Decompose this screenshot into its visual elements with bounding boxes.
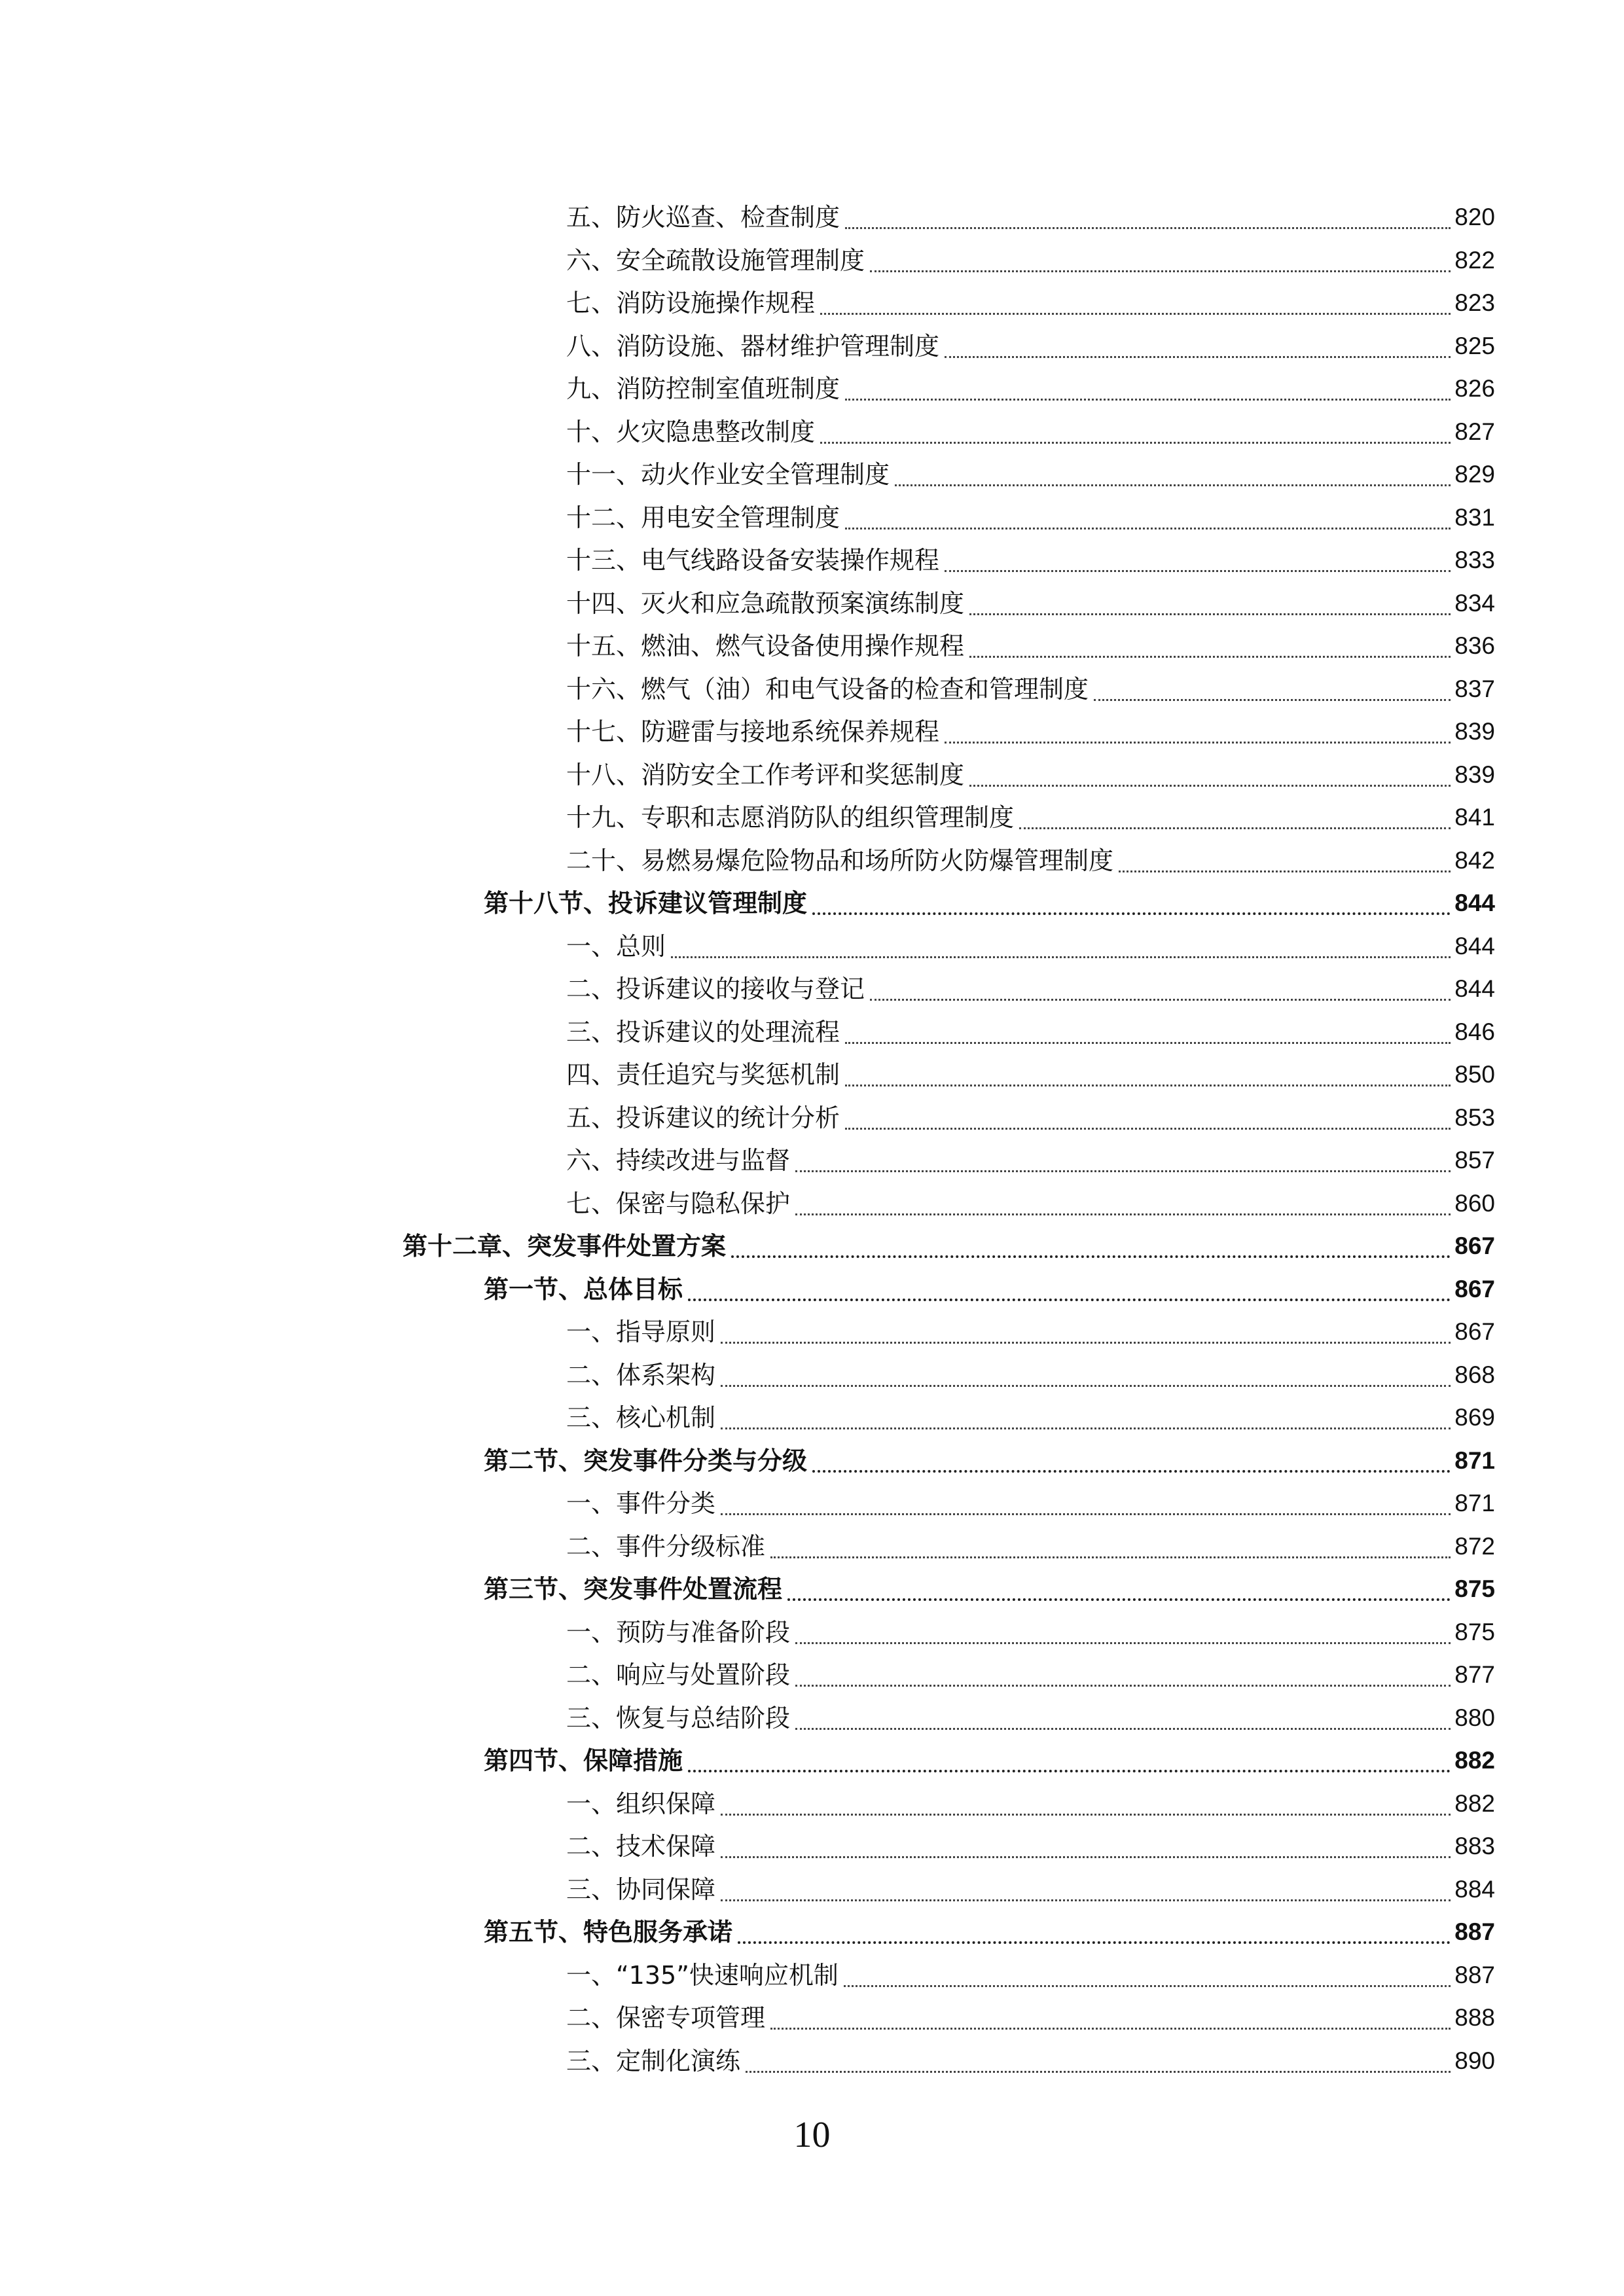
toc-entry-page-number: 887 [1454,1962,1495,1988]
toc-entry-page-number: 839 [1454,718,1495,745]
toc-dot-leader [845,399,1451,401]
toc-entry-page-number: 867 [1454,1276,1495,1302]
toc-subsection-entry[interactable] [566,325,1495,367]
toc-entry-page-number: 880 [1454,1704,1495,1731]
toc-entry-title: 一、“135”快速响应机制 [566,1961,839,1990]
page-number: 10 [793,2115,831,2155]
toc-dot-leader [721,1856,1451,1858]
toc-entry-title: 十、火灾隐患整改制度 [566,418,816,446]
toc-dot-leader [844,1985,1451,1987]
toc-section-entry[interactable] [484,1568,1495,1610]
toc-entry-page-number: 846 [1454,1018,1495,1045]
toc-subsection-entry[interactable] [566,454,1495,495]
toc-entry-title: 二、投诉建议的接收与登记 [566,975,865,1003]
toc-entry-page-number: 844 [1454,933,1495,960]
toc-entry-title: 九、消防控制室值班制度 [566,374,840,403]
toc-dot-leader [820,442,1451,444]
toc-entry-title: 五、投诉建议的统计分析 [566,1103,840,1132]
toc-dot-leader [795,1213,1451,1215]
toc-entry-page-number: 827 [1454,418,1495,445]
toc-subsection-entry[interactable] [566,1011,1495,1053]
toc-dot-leader [688,1770,1451,1772]
toc-subsection-entry[interactable] [566,497,1495,539]
toc-entry-title: 十九、专职和志愿消防队的组织管理制度 [566,803,1015,832]
toc-entry-page-number: 888 [1454,2004,1495,2031]
toc-section-entry[interactable] [484,1440,1495,1482]
toc-entry-page-number: 826 [1454,375,1495,402]
toc-entry-title: 三、定制化演练 [566,2047,741,2075]
toc-dot-leader [969,785,1451,787]
toc-dot-leader [870,270,1451,272]
toc-subsection-entry[interactable] [566,411,1495,453]
toc-dot-leader [787,1598,1451,1601]
toc-dot-leader [812,912,1451,915]
toc-dot-leader [721,1899,1451,1901]
toc-dot-leader [845,528,1451,529]
toc-dot-leader [845,1085,1451,1086]
toc-entry-title: 五、防火巡查、检查制度 [566,203,840,232]
toc-subsection-entry[interactable] [566,1526,1495,1568]
toc-section-entry[interactable] [484,1911,1495,1953]
toc-subsection-entry[interactable] [566,1097,1495,1139]
toc-entry-title: 一、指导原则 [566,1318,716,1346]
toc-subsection-entry[interactable] [566,625,1495,667]
toc-subsection-entry[interactable] [566,240,1495,281]
toc-dot-leader [969,613,1451,615]
toc-entry-page-number: 823 [1454,289,1495,316]
toc-entry-title: 八、消防设施、器材维护管理制度 [566,332,940,361]
toc-entry-title: 三、投诉建议的处理流程 [566,1018,840,1047]
toc-entry-page-number: 841 [1454,804,1495,831]
toc-subsection-entry[interactable] [566,668,1495,710]
toc-entry-title: 十三、电气线路设备安装操作规程 [566,546,940,575]
toc-entry-title: 二、事件分级标准 [566,1532,766,1561]
toc-entry-page-number: 839 [1454,761,1495,788]
toc-subsection-entry[interactable] [566,1869,1495,1910]
toc-entry-title: 十七、防避雷与接地系统保养规程 [566,717,940,746]
toc-entry-page-number: 857 [1454,1147,1495,1174]
toc-dot-leader [738,1941,1451,1944]
toc-entry-title: 二、技术保障 [566,1832,716,1861]
toc-dot-leader [812,1470,1451,1473]
toc-entry-page-number: 882 [1454,1790,1495,1817]
toc-entry-title: 第十八节、投诉建议管理制度 [484,889,808,918]
toc-entry-page-number: 831 [1454,504,1495,531]
toc-subsection-entry[interactable] [566,925,1495,967]
toc-entry-page-number: 871 [1454,1447,1495,1474]
toc-subsection-entry[interactable] [566,1783,1495,1825]
toc-entry-title: 一、总则 [566,932,666,961]
toc-dot-leader [945,742,1451,744]
toc-chapter-entry[interactable] [403,1225,1495,1267]
toc-dot-leader [1119,870,1451,872]
toc-entry-page-number: 877 [1454,1661,1495,1688]
toc-entry-title: 七、消防设施操作规程 [566,289,816,317]
toc-dot-leader [820,313,1451,315]
toc-entry-page-number: 820 [1454,204,1495,230]
toc-entry-title: 二、响应与处置阶段 [566,1660,791,1689]
toc-subsection-entry[interactable] [566,1697,1495,1739]
toc-dot-leader [688,1299,1451,1301]
toc-dot-leader [845,1128,1451,1130]
toc-subsection-entry[interactable] [566,1139,1495,1181]
toc-entry-page-number: 867 [1454,1318,1495,1345]
toc-entry-page-number: 822 [1454,247,1495,274]
toc-subsection-entry[interactable] [566,1654,1495,1696]
toc-entry-title: 第二节、突发事件分类与分级 [484,1446,808,1475]
toc-subsection-entry[interactable] [566,196,1495,238]
toc-subsection-entry[interactable] [566,711,1495,753]
toc-section-entry[interactable] [484,882,1495,924]
toc-dot-leader [1094,699,1451,701]
toc-dot-leader [721,1814,1451,1816]
toc-entry-title: 第四节、保障措施 [484,1746,683,1775]
toc-dot-leader [895,484,1451,486]
toc-subsection-entry[interactable] [566,1611,1495,1653]
toc-subsection-entry[interactable] [566,1482,1495,1524]
toc-entry-page-number: 853 [1454,1104,1495,1131]
toc-dot-leader [969,656,1451,658]
toc-subsection-entry[interactable] [566,2040,1495,2082]
toc-dot-leader [671,956,1451,958]
toc-subsection-entry[interactable] [566,539,1495,581]
toc-entry-title: 一、组织保障 [566,1789,716,1818]
toc-entry-title: 第三节、突发事件处置流程 [484,1575,783,1604]
toc-dot-leader [795,1728,1451,1730]
toc-dot-leader [721,1342,1451,1344]
toc-entry-page-number: 844 [1454,975,1495,1002]
toc-dot-leader [770,1556,1451,1558]
toc-entry-page-number: 844 [1454,889,1495,916]
toc-entry-title: 三、恢复与总结阶段 [566,1704,791,1732]
toc-entry-title: 十四、灭火和应急疏散预案演练制度 [566,589,965,618]
toc-entry-title: 六、安全疏散设施管理制度 [566,246,865,275]
toc-entry-title: 十八、消防安全工作考评和奖惩制度 [566,761,965,789]
toc-dot-leader [721,1427,1451,1429]
toc-subsection-entry[interactable] [566,368,1495,410]
toc-entry-page-number: 887 [1454,1918,1495,1945]
toc-section-entry[interactable] [484,1268,1495,1310]
toc-subsection-entry[interactable] [566,754,1495,796]
toc-entry-page-number: 884 [1454,1876,1495,1903]
toc-entry-page-number: 834 [1454,590,1495,617]
toc-subsection-entry[interactable] [566,1397,1495,1439]
toc-dot-leader [795,1642,1451,1644]
toc-entry-page-number: 833 [1454,547,1495,573]
toc-dot-leader [870,999,1451,1001]
toc-subsection-entry[interactable] [566,583,1495,624]
toc-entry-title: 第五节、特色服务承诺 [484,1918,733,1946]
toc-entry-page-number: 842 [1454,847,1495,874]
toc-entry-title: 十五、燃油、燃气设备使用操作规程 [566,632,965,660]
toc-dot-leader [845,227,1451,229]
toc-entry-title: 十二、用电安全管理制度 [566,503,840,532]
toc-subsection-entry[interactable] [566,282,1495,324]
toc-dot-leader [721,1385,1451,1387]
toc-section-entry[interactable] [484,1740,1495,1782]
toc-dot-leader [770,2028,1451,2030]
toc-dot-leader [795,1685,1451,1687]
toc-entry-title: 第十二章、突发事件处置方案 [403,1232,727,1261]
toc-entry-title: 七、保密与隐私保护 [566,1189,791,1218]
toc-entry-page-number: 875 [1454,1575,1495,1602]
toc-entry-page-number: 850 [1454,1061,1495,1088]
toc-entry-page-number: 890 [1454,2047,1495,2074]
toc-entry-title: 二、保密专项管理 [566,2003,766,2032]
toc-dot-leader [795,1170,1451,1172]
toc-entry-title: 第一节、总体目标 [484,1275,683,1304]
toc-subsection-entry[interactable] [566,1054,1495,1096]
toc-dot-leader [746,2071,1451,2073]
toc-subsection-entry[interactable] [566,1183,1495,1225]
toc-entry-page-number: 836 [1454,632,1495,659]
toc-entry-page-number: 872 [1454,1533,1495,1560]
toc-subsection-entry[interactable] [566,1997,1495,2039]
toc-subsection-entry[interactable] [566,1825,1495,1867]
toc-entry-page-number: 829 [1454,461,1495,488]
toc-entry-page-number: 871 [1454,1490,1495,1516]
toc-entry-page-number: 825 [1454,332,1495,359]
toc-entry-page-number: 868 [1454,1361,1495,1388]
toc-entry-page-number: 875 [1454,1619,1495,1645]
toc-entry-title: 一、事件分类 [566,1489,716,1518]
toc-entry-page-number: 882 [1454,1747,1495,1774]
toc-subsection-entry[interactable] [566,1311,1495,1353]
toc-entry-title: 十六、燃气（油）和电气设备的检查和管理制度 [566,675,1089,704]
toc-subsection-entry[interactable] [566,1954,1495,1996]
toc-entry-title: 二、体系架构 [566,1361,716,1390]
toc-dot-leader [731,1255,1451,1258]
toc-entry-page-number: 883 [1454,1833,1495,1859]
toc-entry-title: 六、持续改进与监督 [566,1146,791,1175]
toc-entry-page-number: 860 [1454,1190,1495,1217]
toc-entry-title: 十一、动火作业安全管理制度 [566,460,890,489]
toc-subsection-entry[interactable] [566,968,1495,1010]
toc-subsection-entry[interactable] [566,840,1495,882]
toc-entry-title: 四、责任追究与奖惩机制 [566,1060,840,1089]
toc-dot-leader [945,570,1451,572]
toc-entry-page-number: 837 [1454,675,1495,702]
toc-dot-leader [945,356,1451,358]
toc-entry-title: 三、协同保障 [566,1875,716,1904]
toc-entry-title: 一、预防与准备阶段 [566,1618,791,1647]
toc-entry-page-number: 869 [1454,1404,1495,1431]
toc-subsection-entry[interactable] [566,1354,1495,1396]
toc-entry-title: 二十、易燃易爆危险物品和场所防火防爆管理制度 [566,846,1114,875]
toc-entry-page-number: 867 [1454,1232,1495,1259]
toc-entry-title: 三、核心机制 [566,1403,716,1432]
toc-dot-leader [721,1513,1451,1515]
toc-subsection-entry[interactable] [566,797,1495,838]
toc-dot-leader [1019,827,1451,829]
toc-dot-leader [845,1042,1451,1044]
